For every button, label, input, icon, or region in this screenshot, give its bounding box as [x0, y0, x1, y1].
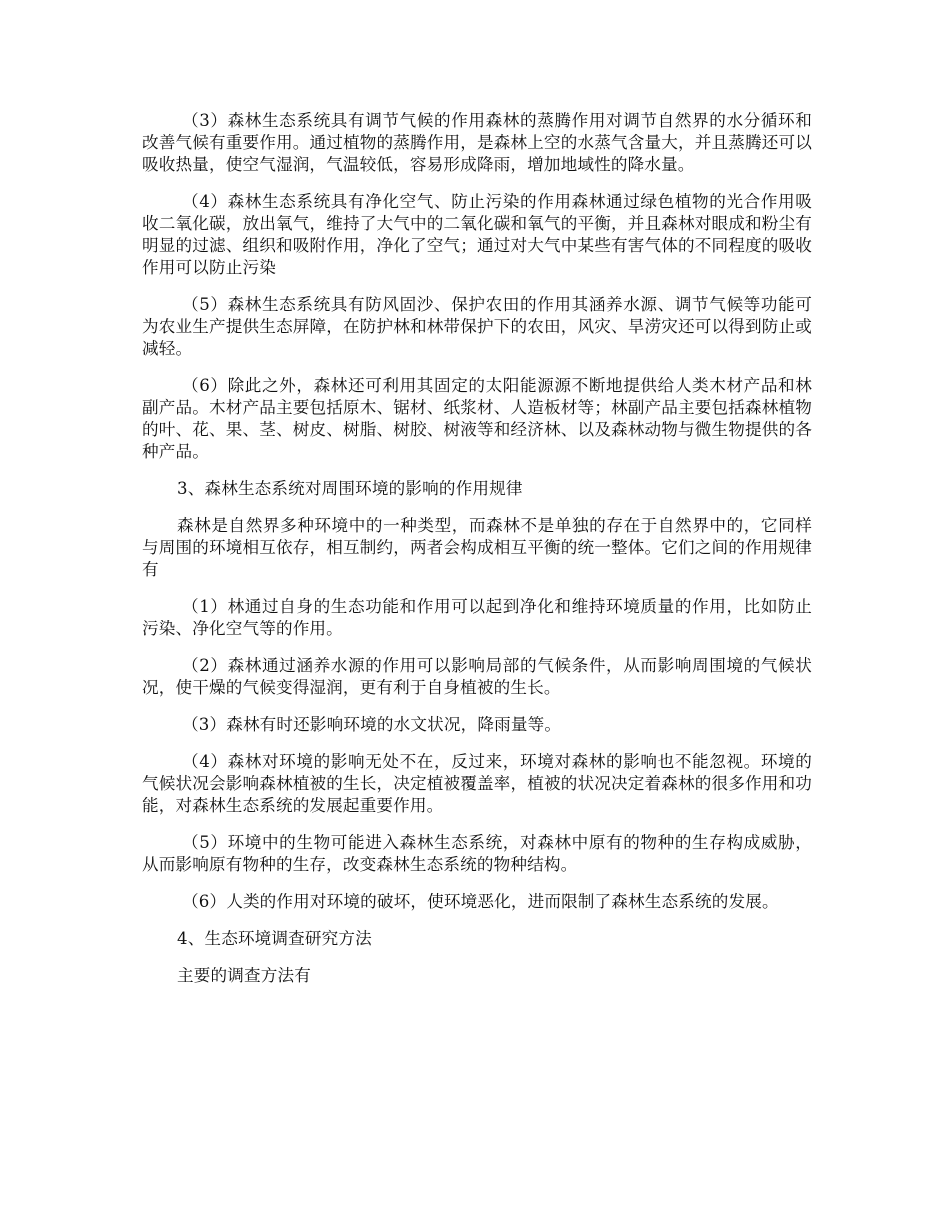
paragraph-rule-4: （4）森林对环境的影响无处不在，反过来，环境对森林的影响也不能忽视。环境的气候状况会影响森林植被的生长，决定植被覆盖率，植被的状况决定着森林的很多作用和功能，对森林生态系统的发展起重要作用。 [142, 752, 812, 815]
section-heading-3: 3、森林生态系统对周围环境的影响的作用规律 [177, 479, 523, 498]
paragraph-methods-intro: 主要的调查方法有 [177, 966, 311, 985]
paragraph-windbreak: （5）森林生态系统具有防风固沙、保护农田的作用其涵养水源、调节气候等功能可为农业生产提供生态屏障，在防护林和林带保护下的农田，风灾、旱涝灾还可以得到防止或减轻。 [142, 295, 812, 358]
document-page [142, 110, 812, 1002]
paragraph-rule-3: （3）森林有时还影响环境的水文状况，降雨量等。 [182, 715, 562, 734]
section-heading-4: 4、生态环境调查研究方法 [177, 929, 372, 948]
paragraph-rule-5: （5）环境中的生物可能进入森林生态系统，对森林中原有的物种的生存构成威胁，从而影响原有物种的生存，改变森林生态系统的物种结构。 [142, 833, 812, 874]
paragraph-rule-1: （1）林通过自身的生态功能和作用可以起到净化和维持环境质量的作用，比如防止污染、净化空气等的作用。 [142, 597, 812, 638]
paragraph-climate-regulation: （3）森林生态系统具有调节气候的作用森林的蒸腾作用对调节自然界的水分循环和改善气候有重要作用。通过植物的蒸腾作用，是森林上空的水蒸气含量大，并且蒸腾还可以吸收热量，使空气湿润，气温较低，容易形成降雨，增加地域性的降水量。 [142, 111, 812, 174]
paragraph-air-purification: （4）森林生态系统具有净化空气、防止污染的作用森林通过绿色植物的光合作用吸收二氧化碳，放出氧气，维持了大气中的二氧化碳和氧气的平衡，并且森林对眼成和粉尘有明显的过滤、组织和吸附作用，净化了空气；通过对大气中某些有害气体的不同程度的吸收作用可以防止污染 [142, 192, 812, 277]
paragraph-rule-6: （6）人类的作用对环境的破坏，使环境恶化，进而限制了森林生态系统的发展。 [182, 892, 779, 911]
paragraph-rule-2: （2）森林通过涵养水源的作用可以影响局部的气候条件，从而影响周围境的气候状况，使干燥的气候变得湿润，更有利于自身植被的生长。 [142, 656, 812, 697]
paragraph-intro-interaction: 森林是自然界多种环境中的一种类型，而森林不是单独的存在于自然界中的，它同样与周围的环境相互依存，相互制约，两者会构成相互平衡的统一整体。它们之间的作用规律有 [142, 516, 812, 579]
paragraph-forest-products: （6）除此之外，森林还可利用其固定的太阳能源源不断地提供给人类木材产品和林副产品。木材产品主要包括原木、锯材、纸浆材、人造板材等；林副产品主要包括森林植物的叶、花、果、茎、树皮、树脂、树胶、树液等和经济林、以及森林动物与微生物提供的各种产品。 [142, 376, 812, 461]
